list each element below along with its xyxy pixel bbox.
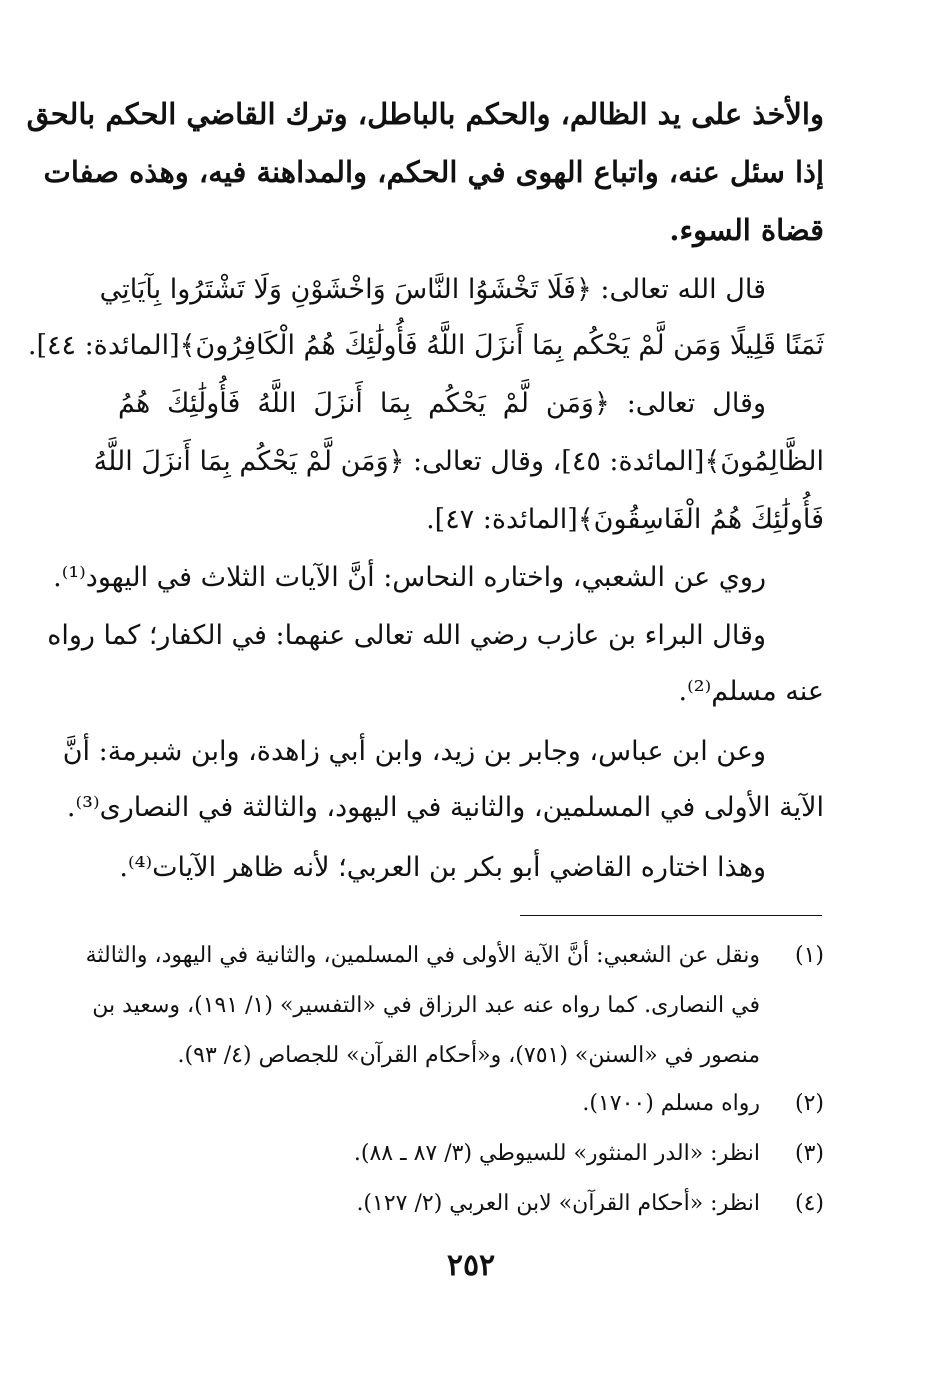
body-line: روي عن الشعبي، واختاره النحاس: أنَّ الآيات الثلاث في اليهود⁽¹⁾.: [53, 562, 766, 593]
footnote-number: (١): [794, 943, 824, 968]
footnote-text: انظر: «أحكام القرآن» لابن العربي (٢/ ١٢٧).: [356, 1191, 760, 1216]
body-line: قال الله تعالى: ﴿فَلَا تَخْشَوُا النَّاسَ وَاخْشَوْنِ وَلَا تَشْتَرُوا بِآيَاتِي: [99, 274, 766, 305]
footnote-text: ونقل عن الشعبي: أنَّ الآية الأولى في المسلمين، والثانية في اليهود، والثالثة: [85, 943, 760, 968]
footnote-text: في النصارى. كما رواه عنه عبد الرزاق في «التفسير» (١/ ١٩١)، وسعيد بن: [92, 993, 760, 1018]
footnote-text: انظر: «الدر المنثور» للسيوطي (٣/ ٨٧ ـ ٨٨).: [353, 1141, 760, 1166]
footnote-4: [118, 1186, 824, 1226]
footnote-text: رواه مسلم (١٧٠٠).: [582, 1091, 760, 1116]
body-line: وقال تعالى: ﴿وَمَن لَّمْ يَحْكُم بِمَا أَنزَلَ اللَّهُ فَأُولَٰئِكَ هُمُ: [118, 388, 766, 419]
footnote-2: [118, 1086, 824, 1126]
body-line: والأخذ على يد الظالم، والحكم بالباطل، وترك القاضي الحكم بالحق: [26, 97, 824, 131]
body-line: وعن ابن عباس، وجابر بن زيد، وابن أبي زاهدة، وابن شبرمة: أنَّ: [62, 736, 766, 767]
footnote-number: (٣): [794, 1141, 824, 1166]
footnote-text: منصور في «السنن» (٧٥١)، و«أحكام القرآن» للجصاص (٤/ ٩٣).: [177, 1043, 760, 1068]
footnote-separator: [520, 915, 822, 916]
footnote-1: [85, 938, 824, 978]
page-number: ٢٥٢: [446, 1248, 496, 1283]
body-line: إذا سئل عنه، واتباع الهوى في الحكم، والمداهنة فيه، وهذه صفات: [43, 155, 824, 189]
footnote-3: [118, 1136, 824, 1176]
footnote-number: (٢): [794, 1091, 824, 1116]
body-line: الظَّالِمُونَ﴾[المائدة: ٤٥]، وقال تعالى: ﴿وَمَن لَّمْ يَحْكُم بِمَا أَنزَلَ اللَّهُ: [93, 446, 824, 477]
body-line: فَأُولَٰئِكَ هُمُ الْفَاسِقُونَ﴾[المائدة: ٤٧].: [426, 504, 824, 535]
body-line: وهذا اختاره القاضي أبو بكر بن العربي؛ لأنه ظاهر الآيات⁽⁴⁾.: [119, 852, 766, 883]
body-line: عنه مسلم⁽²⁾.: [678, 676, 824, 707]
body-line: وقال البراء بن عازب رضي الله تعالى عنهما: في الكفار؛ كما رواه: [47, 620, 766, 651]
footnote-number: (٤): [794, 1191, 824, 1216]
body-line: الآية الأولى في المسلمين، والثانية في اليهود، والثالثة في النصارى⁽³⁾.: [66, 792, 824, 823]
body-line: قضاة السوء.: [669, 213, 824, 247]
body-line: ثَمَنًا قَلِيلًا وَمَن لَّمْ يَحْكُم بِمَا أَنزَلَ اللَّهُ فَأُولَٰئِكَ هُمُ الْكَافِرُونَ﴾[المائدة: ٤٤].: [27, 330, 824, 361]
